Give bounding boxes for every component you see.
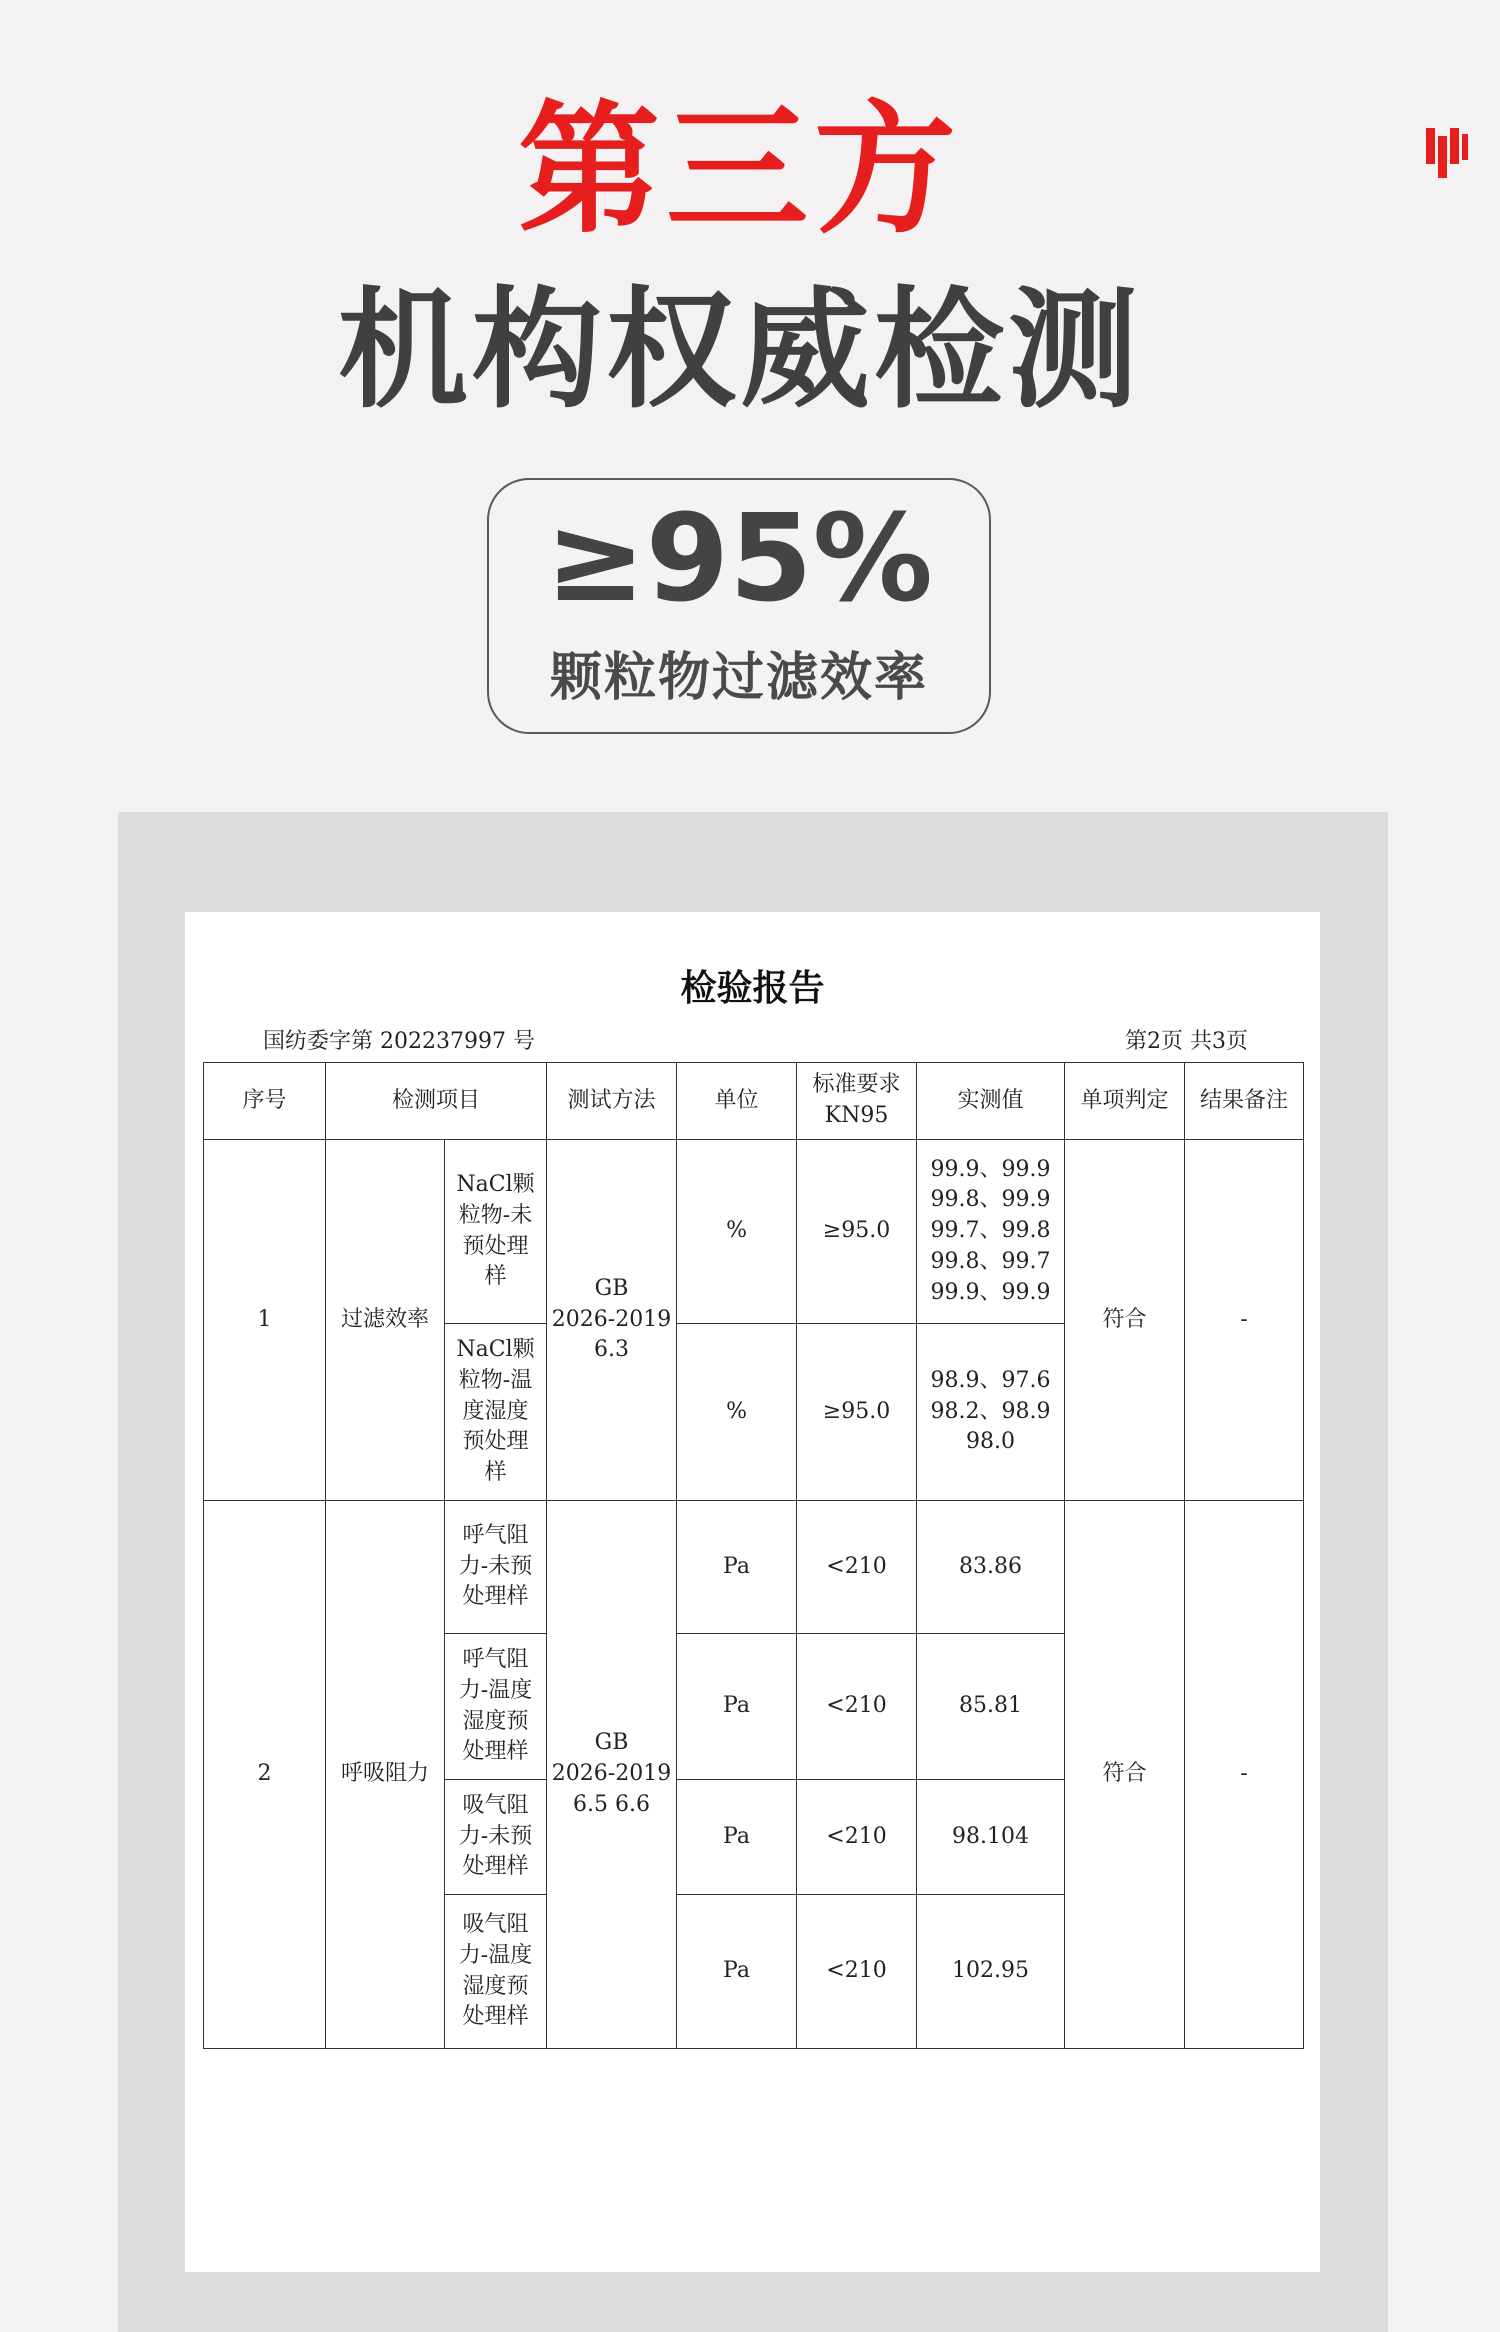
table-header-row [204,1063,1304,1140]
group2-row1-standard: <210 [797,1501,917,1634]
group2-row4-standard: <210 [797,1895,917,2049]
group2-row1-unit: Pa [677,1501,797,1634]
header-judgement: 单项判定 [1065,1063,1185,1140]
report-number: 国纺委字第 202237997 号 [263,1029,535,1054]
header-standard-line1: 标准要求 [812,1072,901,1098]
filtration-stat-value: ≥95% [545,490,933,629]
group1-row1-measured: 99.9、99.9 99.8、99.9 99.7、99.8 99.8、99.7 99.9、99.9 [917,1140,1065,1324]
group1-seq: 1 [204,1140,326,1501]
header-seq: 序号 [204,1063,326,1140]
group2-remark: - [1185,1501,1304,2049]
group1-remark: - [1185,1140,1304,1501]
group2-row4-unit: Pa [677,1895,797,2049]
group2-row2-unit: Pa [677,1634,797,1780]
group1-row2-standard: ≥95.0 [797,1324,917,1501]
group2-judgement: 符合 [1065,1501,1185,2049]
report-table [203,1062,1304,2049]
group2-item: 呼吸阻力 [326,1501,445,2049]
group2-row1-measured: 83.86 [917,1501,1065,1634]
group1-judgement: 符合 [1065,1140,1185,1501]
group1-row2-sample: NaCl颗 粒物-温 度湿度 预处理 样 [445,1324,547,1501]
header-standard-line2: KN95 [824,1103,889,1128]
headline-third-party: 第三方 [518,88,962,253]
header-standard [797,1063,917,1140]
report-document [185,912,1320,2272]
group1-row1-unit: % [677,1140,797,1324]
header-item: 检测项目 [326,1063,547,1140]
group2-row1-sample: 呼气阻 力-未预 处理样 [445,1501,547,1634]
group2-seq: 2 [204,1501,326,2049]
table-row [204,1140,1304,1324]
report-page-indicator: 第2页 共3页 [1125,1029,1248,1054]
group1-row1-standard: ≥95.0 [797,1140,917,1324]
group2-row2-measured: 85.81 [917,1634,1065,1780]
group2-row2-sample: 呼气阻 力-温度 湿度预 处理样 [445,1634,547,1780]
group2-row4-measured: 102.95 [917,1895,1065,2049]
group2-method: GB 2026-2019 6.5 6.6 [547,1501,677,2049]
report-title: 检验报告 [680,967,825,1009]
header-remark: 结果备注 [1185,1063,1304,1140]
group2-row2-standard: <210 [797,1634,917,1780]
header-unit: 单位 [677,1063,797,1140]
group2-row3-standard: <210 [797,1780,917,1895]
group1-row2-measured: 98.9、97.6 98.2、98.9 98.0 [917,1324,1065,1501]
header-measured: 实测值 [917,1063,1065,1140]
group1-method: GB 2026-2019 6.3 [547,1140,677,1501]
filtration-stat-label: 颗粒物过滤效率 [549,648,928,708]
group1-item: 过滤效率 [326,1140,445,1501]
group1-row2-unit: % [677,1324,797,1501]
filtration-stat-badge [487,478,991,734]
group2-row4-sample: 吸气阻 力-温度 湿度预 处理样 [445,1895,547,2049]
table-row [204,1501,1304,1634]
header-method: 测试方法 [547,1063,677,1140]
group2-row3-unit: Pa [677,1780,797,1895]
group1-row1-sample: NaCl颗 粒物-未 预处理 样 [445,1140,547,1324]
group2-row3-measured: 98.104 [917,1780,1065,1895]
headline-authority: 机构权威检测 [337,274,1142,426]
group2-row3-sample: 吸气阻 力-未预 处理样 [445,1780,547,1895]
